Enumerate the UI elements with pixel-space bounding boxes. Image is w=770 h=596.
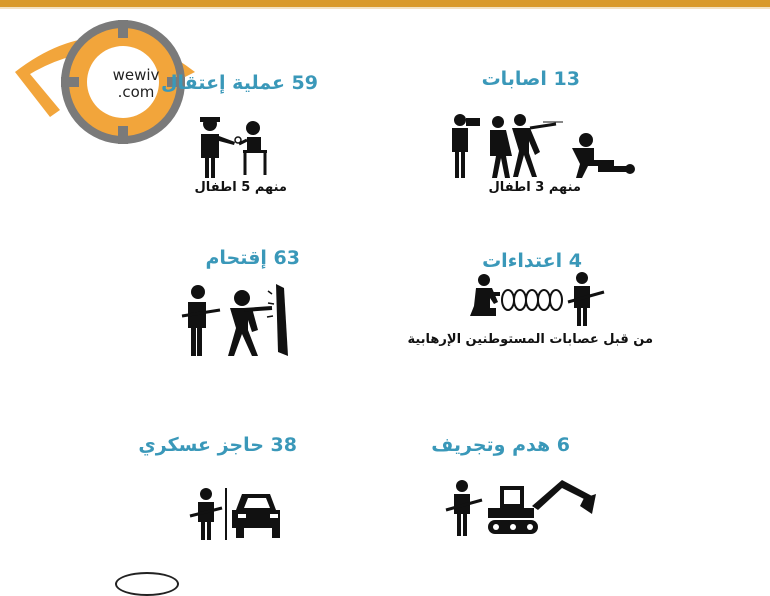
partial-icon-bottom (115, 572, 179, 596)
raid-icon (180, 280, 292, 360)
assaults-title: 4 اعتداءات (482, 250, 582, 272)
arrest-icon (195, 112, 275, 180)
checkpoint-icon (188, 486, 284, 540)
arrests-subtitle: منهم 5 اطفال (194, 180, 287, 195)
top-bar-shadow (0, 7, 770, 9)
top-bar (0, 0, 770, 7)
logo-line2: .com (117, 83, 155, 101)
demolition-icon (444, 476, 600, 540)
logo-line1: wewiv (112, 66, 160, 84)
demolition-title: 6 هدم وتجريف (431, 434, 570, 456)
raids-title: 63 إقتحام (205, 247, 300, 269)
assaults-subtitle: من قبل عصابات المستوطنين الإرهابية (407, 332, 653, 347)
arrests-title: 59 عملية إعتقال (161, 72, 318, 94)
injuries-title: 13 اصابات (481, 68, 580, 90)
checkpoints-title: 38 حاجز عسكري (138, 434, 297, 456)
injuries-icon (448, 110, 638, 182)
injuries-subtitle: منهم 3 اطفال (488, 180, 581, 195)
settlers-assault-icon (466, 270, 606, 328)
